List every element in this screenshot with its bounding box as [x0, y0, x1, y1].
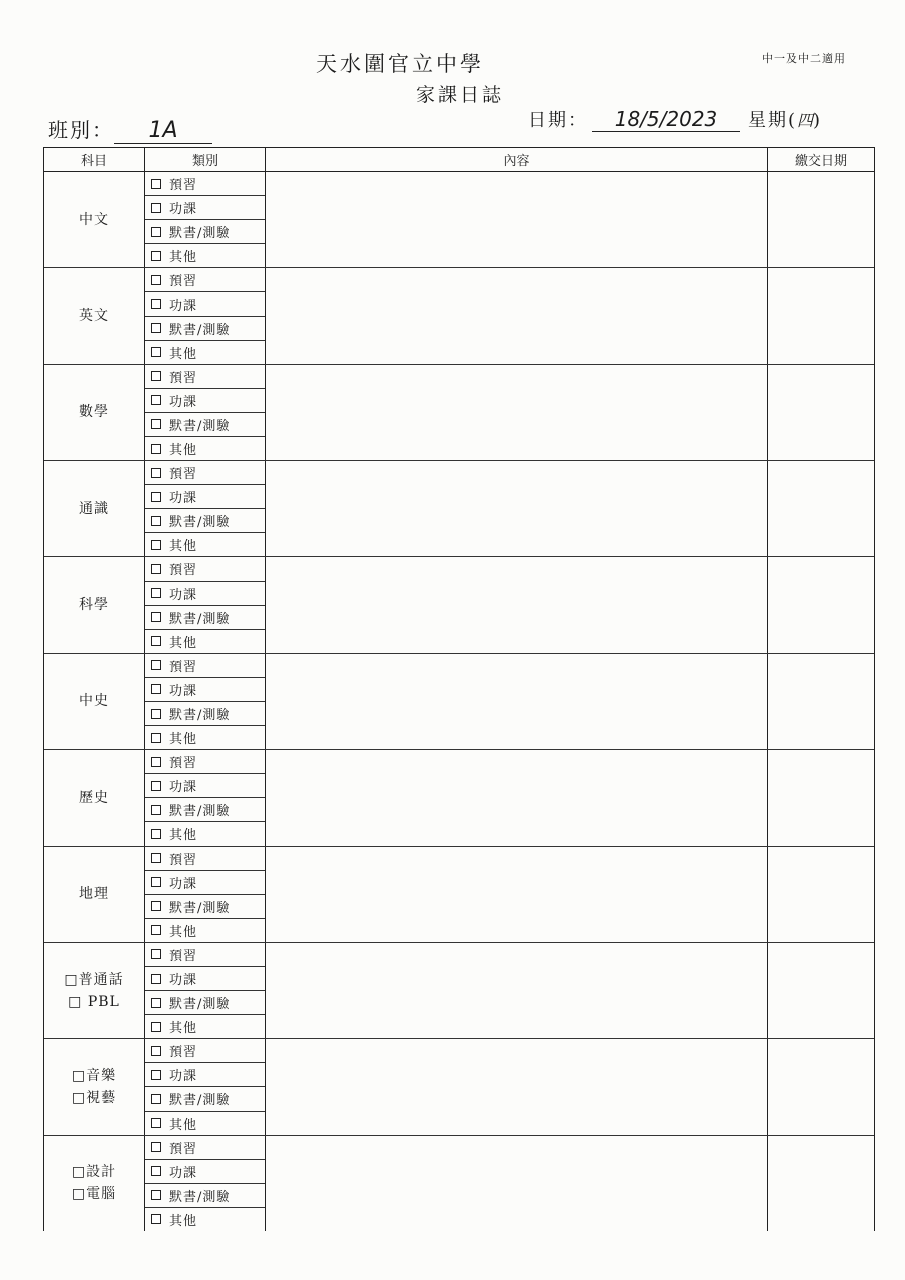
- subject-name-line: 歷史: [79, 789, 109, 806]
- category-label: 其他: [169, 346, 198, 362]
- date-value[interactable]: 18/5/2023: [592, 107, 740, 132]
- category-item[interactable]: [145, 172, 265, 196]
- category-label: 功課: [169, 394, 198, 410]
- category-list: [145, 461, 266, 556]
- class-value[interactable]: 1A: [114, 118, 212, 144]
- content-cell[interactable]: [266, 943, 768, 1038]
- class-label: 班別：: [48, 118, 114, 142]
- checkbox[interactable]: [151, 805, 161, 815]
- category-label: 默書/測驗: [169, 322, 231, 338]
- category-item[interactable]: [145, 871, 265, 895]
- category-label: 預習: [169, 467, 198, 483]
- category-item[interactable]: [145, 919, 265, 942]
- category-label: 默書/測驗: [169, 611, 231, 627]
- category-label: 功課: [169, 973, 198, 989]
- subject-name-line: □電腦: [71, 1186, 117, 1203]
- category-label: 其他: [169, 539, 198, 555]
- category-item[interactable]: [145, 822, 265, 845]
- header-due-date: 繳交日期: [794, 154, 847, 169]
- category-item[interactable]: [145, 557, 265, 581]
- subject-row: [44, 847, 874, 943]
- checkbox[interactable]: [151, 1190, 161, 1200]
- checkbox[interactable]: [151, 444, 161, 454]
- category-label: 其他: [169, 1213, 198, 1229]
- category-label: 默書/測驗: [169, 900, 231, 916]
- subject-name-line: 英文: [79, 308, 109, 325]
- checkbox[interactable]: [151, 998, 161, 1008]
- category-label: 功課: [169, 876, 198, 892]
- category-label: 其他: [169, 250, 198, 266]
- checkbox[interactable]: [151, 877, 161, 887]
- category-item[interactable]: [145, 702, 265, 726]
- school-name: 天水圍官立中學: [316, 52, 484, 76]
- category-item[interactable]: [145, 1039, 265, 1063]
- category-label: 功課: [169, 683, 198, 699]
- category-item[interactable]: [145, 268, 265, 292]
- checkbox[interactable]: [151, 1142, 161, 1152]
- homework-table: [43, 147, 875, 1231]
- subject-name-line: □音樂: [71, 1067, 117, 1084]
- content-cell[interactable]: [266, 654, 768, 749]
- checkbox[interactable]: [151, 757, 161, 767]
- due-date-cell[interactable]: [768, 1039, 874, 1134]
- checkbox[interactable]: [151, 949, 161, 959]
- checkbox[interactable]: [151, 371, 161, 381]
- category-item[interactable]: [145, 1184, 265, 1208]
- content-cell[interactable]: [266, 750, 768, 845]
- category-item[interactable]: [145, 582, 265, 606]
- category-label: 功課: [169, 491, 198, 507]
- due-date-cell[interactable]: [768, 847, 874, 942]
- date-row: [528, 106, 822, 132]
- category-label: 默書/測驗: [169, 418, 231, 434]
- category-item[interactable]: [145, 726, 265, 749]
- checkbox[interactable]: [151, 612, 161, 622]
- subject-row: [44, 943, 874, 1039]
- checkbox[interactable]: [151, 516, 161, 526]
- category-item[interactable]: [145, 943, 265, 967]
- category-item[interactable]: [145, 244, 265, 267]
- category-label: 其他: [169, 635, 198, 651]
- subject-name: [44, 750, 145, 845]
- category-list: [145, 1039, 266, 1134]
- due-date-cell[interactable]: [768, 943, 874, 1038]
- subject-name-line: 中文: [79, 211, 109, 228]
- category-label: 默書/測驗: [169, 226, 231, 242]
- table-body: [44, 172, 874, 1231]
- subject-name: [44, 365, 145, 460]
- subject-name-line: 地理: [79, 886, 109, 903]
- category-item[interactable]: [145, 220, 265, 244]
- category-label: 功課: [169, 202, 198, 218]
- subject-row: [44, 750, 874, 846]
- category-item[interactable]: [145, 991, 265, 1015]
- header-subject: 科目: [44, 148, 145, 171]
- subject-name-line: 通識: [79, 500, 109, 517]
- header-content: 內容: [266, 148, 768, 171]
- due-date-cell[interactable]: [768, 461, 874, 556]
- subject-name-line: 數學: [79, 404, 109, 421]
- subject-row: [44, 461, 874, 557]
- header-category: 類別: [145, 148, 266, 171]
- category-item[interactable]: [145, 606, 265, 630]
- category-label: 功課: [169, 1165, 198, 1181]
- checkbox[interactable]: [151, 1214, 161, 1224]
- checkbox[interactable]: [151, 564, 161, 574]
- subject-name-line: 中史: [79, 693, 109, 710]
- subject-name: [44, 654, 145, 749]
- subject-name: [44, 557, 145, 652]
- checkbox[interactable]: [151, 395, 161, 405]
- subject-name: [44, 847, 145, 942]
- category-item[interactable]: [145, 774, 265, 798]
- category-label: 預習: [169, 852, 198, 868]
- content-cell[interactable]: [266, 172, 768, 267]
- checkbox[interactable]: [151, 227, 161, 237]
- due-date-cell[interactable]: [768, 557, 874, 652]
- category-label: 其他: [169, 924, 198, 940]
- category-item[interactable]: [145, 509, 265, 533]
- content-cell[interactable]: [266, 1039, 768, 1134]
- content-cell[interactable]: [266, 1136, 768, 1231]
- checkbox[interactable]: [151, 1022, 161, 1032]
- category-item[interactable]: [145, 1063, 265, 1087]
- date-label: 日期：: [528, 110, 588, 131]
- checkbox[interactable]: [151, 901, 161, 911]
- category-list: [145, 365, 266, 460]
- due-date-cell[interactable]: [768, 365, 874, 460]
- checkbox[interactable]: [151, 323, 161, 333]
- category-label: 功課: [169, 780, 198, 796]
- checkbox[interactable]: [151, 468, 161, 478]
- category-label: 功課: [169, 298, 198, 314]
- category-item[interactable]: [145, 365, 265, 389]
- checkbox[interactable]: [151, 1046, 161, 1056]
- weekday-value[interactable]: 四: [797, 111, 814, 130]
- subject-row: [44, 1039, 874, 1135]
- subject-name-line: □設計: [71, 1164, 117, 1181]
- checkbox[interactable]: [151, 829, 161, 839]
- category-item[interactable]: [145, 196, 265, 220]
- category-item[interactable]: [145, 1208, 265, 1231]
- category-item[interactable]: [145, 630, 265, 653]
- category-item[interactable]: [145, 461, 265, 485]
- category-item[interactable]: [145, 485, 265, 509]
- category-label: 預習: [169, 756, 198, 772]
- checkbox[interactable]: [151, 684, 161, 694]
- applies-to-note: 中一及中二適用: [762, 52, 846, 65]
- checkbox[interactable]: [151, 925, 161, 935]
- category-label: 功課: [169, 587, 198, 603]
- category-label: 默書/測驗: [169, 1189, 231, 1205]
- subject-name-line: □普通話: [64, 971, 124, 988]
- category-item[interactable]: [145, 1087, 265, 1111]
- checkbox[interactable]: [151, 1094, 161, 1104]
- content-cell[interactable]: [266, 365, 768, 460]
- category-label: 預習: [169, 274, 198, 290]
- diary-title: 家課日誌: [415, 84, 504, 106]
- category-item[interactable]: [145, 1015, 265, 1038]
- category-label: 預習: [169, 948, 198, 964]
- weekday-close: ): [813, 110, 823, 131]
- checkbox[interactable]: [151, 299, 161, 309]
- category-list: [145, 172, 266, 267]
- checkbox[interactable]: [151, 275, 161, 285]
- category-list: [145, 1136, 266, 1231]
- category-item[interactable]: [145, 413, 265, 437]
- category-label: 默書/測驗: [169, 708, 231, 724]
- category-item[interactable]: [145, 1136, 265, 1160]
- checkbox[interactable]: [151, 733, 161, 743]
- category-list: [145, 750, 266, 845]
- category-label: 預習: [169, 1045, 198, 1061]
- subject-row: [44, 365, 874, 461]
- checkbox[interactable]: [151, 419, 161, 429]
- checkbox[interactable]: [151, 203, 161, 213]
- checkbox[interactable]: [151, 588, 161, 598]
- table-header: [44, 148, 874, 172]
- category-list: [145, 654, 266, 749]
- subject-name: [44, 172, 145, 267]
- weekday-label: 星期(: [748, 110, 798, 131]
- subject-row: [44, 557, 874, 653]
- category-label: 其他: [169, 732, 198, 748]
- category-label: 預習: [169, 178, 198, 194]
- category-list: [145, 557, 266, 652]
- category-item[interactable]: [145, 437, 265, 460]
- subject-name-line: □ PBL: [68, 993, 120, 1010]
- checkbox[interactable]: [151, 540, 161, 550]
- category-item[interactable]: [145, 798, 265, 822]
- checkbox[interactable]: [151, 781, 161, 791]
- checkbox[interactable]: [151, 347, 161, 357]
- category-label: 其他: [169, 1117, 198, 1133]
- category-item[interactable]: [145, 341, 265, 364]
- checkbox[interactable]: [151, 709, 161, 719]
- due-date-cell[interactable]: [768, 268, 874, 363]
- category-item[interactable]: [145, 1112, 265, 1135]
- category-label: 默書/測驗: [169, 997, 231, 1013]
- checkbox[interactable]: [151, 1166, 161, 1176]
- checkbox[interactable]: [151, 974, 161, 984]
- category-label: 預習: [169, 1141, 198, 1157]
- category-item[interactable]: [145, 750, 265, 774]
- category-item[interactable]: [145, 654, 265, 678]
- subject-name: [44, 943, 145, 1038]
- category-label: 預習: [169, 659, 198, 675]
- category-item[interactable]: [145, 317, 265, 341]
- category-label: 默書/測驗: [169, 804, 231, 820]
- category-label: 預習: [169, 563, 198, 579]
- checkbox[interactable]: [151, 179, 161, 189]
- due-date-cell[interactable]: [768, 1136, 874, 1231]
- checkbox[interactable]: [151, 660, 161, 670]
- category-item[interactable]: [145, 533, 265, 556]
- category-label: 預習: [169, 370, 198, 386]
- subject-name: [44, 461, 145, 556]
- category-item[interactable]: [145, 678, 265, 702]
- category-item[interactable]: [145, 967, 265, 991]
- category-item[interactable]: [145, 1160, 265, 1184]
- category-item[interactable]: [145, 389, 265, 413]
- due-date-cell[interactable]: [768, 654, 874, 749]
- checkbox[interactable]: [151, 251, 161, 261]
- subject-row: [44, 268, 874, 364]
- checkbox[interactable]: [151, 1070, 161, 1080]
- content-cell[interactable]: [266, 461, 768, 556]
- category-label: 其他: [169, 443, 198, 459]
- category-item[interactable]: [145, 847, 265, 871]
- checkbox[interactable]: [151, 492, 161, 502]
- due-date-cell[interactable]: [768, 172, 874, 267]
- subject-row: [44, 1136, 874, 1231]
- subject-row: [44, 172, 874, 268]
- subject-name: [44, 1136, 145, 1231]
- subject-name-line: 科學: [79, 597, 109, 614]
- category-label: 其他: [169, 1021, 198, 1037]
- checkbox[interactable]: [151, 636, 161, 646]
- category-item[interactable]: [145, 292, 265, 316]
- category-label: 默書/測驗: [169, 1093, 231, 1109]
- category-list: [145, 268, 266, 363]
- category-list: [145, 943, 266, 1038]
- category-label: 其他: [169, 828, 198, 844]
- content-cell[interactable]: [266, 557, 768, 652]
- checkbox[interactable]: [151, 853, 161, 863]
- category-label: 默書/測驗: [169, 515, 231, 531]
- subject-name: [44, 1039, 145, 1134]
- subject-row: [44, 654, 874, 750]
- checkbox[interactable]: [151, 1118, 161, 1128]
- content-cell[interactable]: [266, 847, 768, 942]
- subject-name: [44, 268, 145, 363]
- class-row: [48, 114, 212, 144]
- due-date-cell[interactable]: [768, 750, 874, 845]
- subject-name-line: □視藝: [71, 1089, 117, 1106]
- category-list: [145, 847, 266, 942]
- content-cell[interactable]: [266, 268, 768, 363]
- category-label: 功課: [169, 1069, 198, 1085]
- category-item[interactable]: [145, 895, 265, 919]
